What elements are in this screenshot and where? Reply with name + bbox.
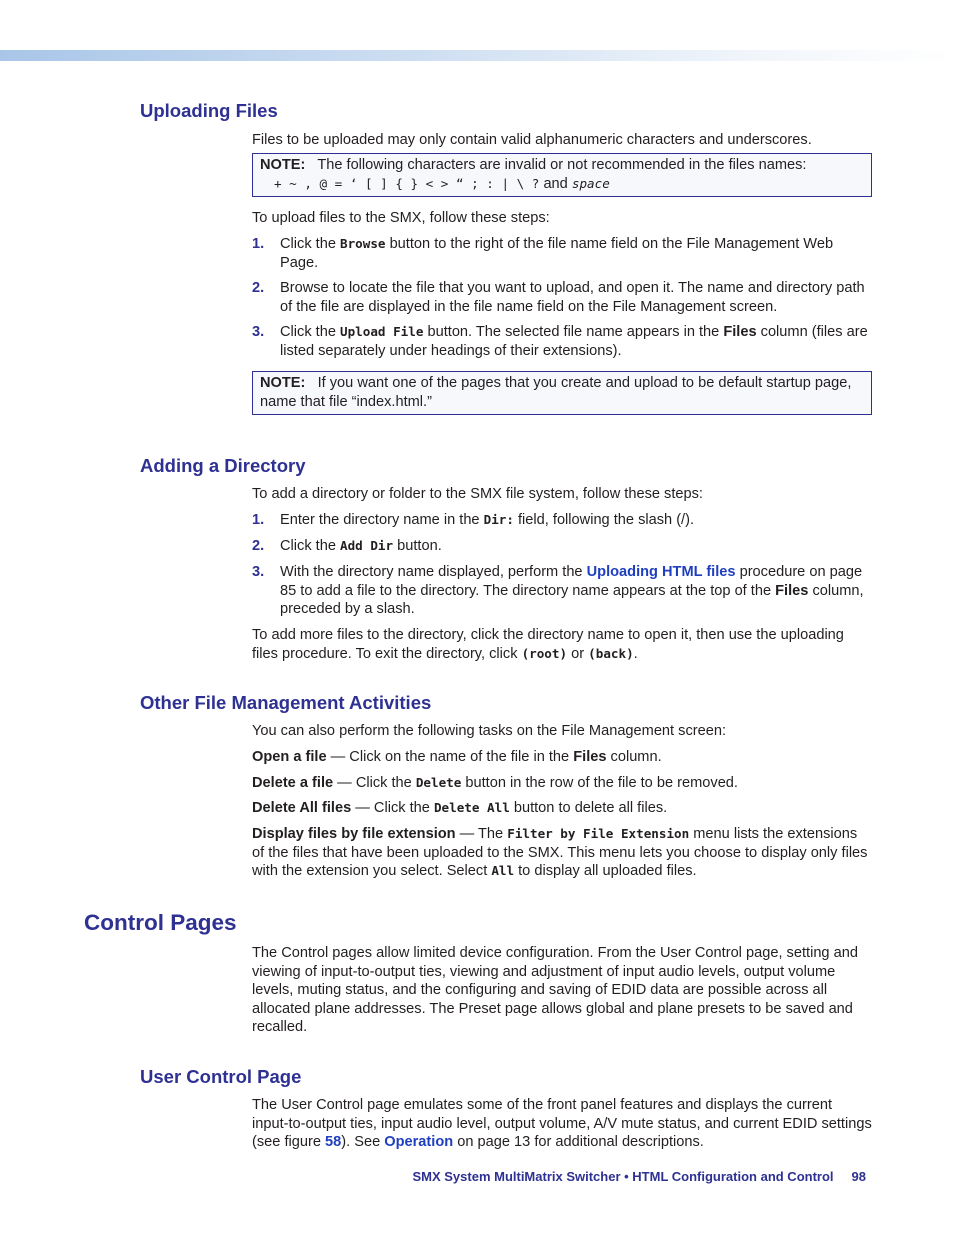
dir-code: Dir: xyxy=(483,512,514,527)
control-pages-text: The Control pages allow limited device configuration. From the User Control page, setting and viewing of input-to-output ties, viewing and adjustment of input audio levels, output volume levels, muting status, and the configuring and saving of EDID data are possible across all allocated plane addresses. The Preset page allows global and plane presets to be saved and recalled. xyxy=(252,945,858,1035)
header-gradient-bar xyxy=(0,50,954,61)
note-box-invalid-chars xyxy=(252,153,872,197)
section-heading-uploading-files: Uploading Files xyxy=(140,100,278,121)
all-code: All xyxy=(491,863,515,878)
delete-code: Delete xyxy=(415,775,462,790)
step-number: 1. xyxy=(252,512,265,528)
upload-file-code: Upload File xyxy=(340,324,424,339)
step-number: 1. xyxy=(252,236,265,252)
step-text: column (files are listed separately under headings of their extensions). xyxy=(280,324,868,359)
activity-text: to display all uploaded files. xyxy=(514,863,697,879)
note-chars-line xyxy=(274,175,864,194)
term-display-by-extension: Display files by file extension xyxy=(252,826,456,842)
files-bold: Files xyxy=(573,749,607,765)
figure-58-link[interactable]: 58 xyxy=(325,1134,342,1150)
outro-or: or xyxy=(567,645,589,662)
directory-step-1 xyxy=(252,511,872,530)
page-number: 98 xyxy=(851,1169,866,1184)
step-text: button. The selected file name appears in the xyxy=(423,324,724,340)
step-text: field, following the slash (/). xyxy=(513,512,695,528)
step-text: Click the xyxy=(280,324,341,340)
activity-text: — Click on the name of the file in the xyxy=(326,749,574,765)
uploading-intro: Files to be uploaded may only contain valid alphanumeric characters and underscores. xyxy=(252,132,812,148)
note-text: If you want one of the pages that you create and upload to be default startup page, name that file “index.html.” xyxy=(260,375,852,410)
upload-step-3 xyxy=(252,323,872,360)
page-footer xyxy=(252,1168,866,1187)
term-open-file: Open a file xyxy=(252,749,327,765)
step-text: With the directory name displayed, perform the xyxy=(280,564,587,580)
upload-steps-intro: To upload files to the SMX, follow these steps: xyxy=(252,210,550,226)
activity-text: menu lists the extensions of the files that have been uploaded to the SMX. This menu lets you choose to display only files with the extension you select. Select xyxy=(252,826,868,879)
activity-text: — Click the xyxy=(333,775,416,791)
uploading-html-files-link[interactable]: Uploading HTML files xyxy=(586,564,736,580)
operation-link[interactable]: Operation xyxy=(384,1134,454,1150)
activity-text: button to delete all files. xyxy=(509,800,668,816)
activity-text: column. xyxy=(606,749,662,765)
section-heading-other-activities: Other File Management Activities xyxy=(140,692,432,713)
activity-open-file xyxy=(252,748,872,767)
invalid-characters: + ~ , @ = ‘ [ ] { } < > “ ; : | \ ? xyxy=(274,175,540,191)
directory-intro: To add a directory or folder to the SMX file system, follow these steps: xyxy=(252,486,703,502)
upload-step-1 xyxy=(252,235,872,272)
user-control-text-part: ). See xyxy=(341,1134,385,1150)
note-space: space xyxy=(571,175,610,191)
note-and: and xyxy=(543,175,568,192)
activity-text: — Click the xyxy=(351,800,434,816)
step-text: button. xyxy=(393,538,442,554)
step-text: Click the xyxy=(280,236,341,252)
note-label: NOTE: xyxy=(260,375,306,391)
step-text: Click the xyxy=(280,538,341,554)
filter-code: Filter by File Extension xyxy=(507,826,690,841)
activity-text: — The xyxy=(455,826,508,842)
chapter-heading-control-pages: Control Pages xyxy=(84,910,237,935)
directory-step-3 xyxy=(252,563,872,619)
activity-delete-file xyxy=(252,774,872,793)
user-control-text xyxy=(252,1096,872,1152)
activities-intro: You can also perform the following tasks on the File Management screen: xyxy=(252,723,727,739)
step-number: 2. xyxy=(252,280,265,296)
step-number: 3. xyxy=(252,324,265,340)
step-text: Browse to locate the file that you want to upload, and open it. The name and directory path of the file are displayed in the file name field on the File Management screen. xyxy=(280,280,865,315)
step-text: Enter the directory name in the xyxy=(280,512,484,528)
step-number: 2. xyxy=(252,538,265,554)
files-bold: Files xyxy=(775,582,809,599)
delete-all-code: Delete All xyxy=(433,800,510,815)
upload-step-2 xyxy=(252,279,872,316)
activity-display-by-extension xyxy=(252,825,872,881)
step-text: button to the right of the file name field on the File Management Web Page. xyxy=(280,236,834,271)
section-heading-adding-directory: Adding a Directory xyxy=(140,455,306,476)
files-bold: Files xyxy=(723,324,757,340)
root-code: (root) xyxy=(521,645,568,661)
user-control-text-part: on page 13 for additional descriptions. xyxy=(453,1134,704,1150)
browse-code: Browse xyxy=(340,236,386,251)
term-delete-file: Delete a file xyxy=(252,775,334,791)
section-heading-user-control: User Control Page xyxy=(140,1066,302,1087)
add-dir-code: Add Dir xyxy=(340,538,394,553)
outro-text: To add more files to the directory, click the directory name to open it, then use the uploading files procedure. To exit the directory, click xyxy=(252,627,844,662)
step-text: column, preceded by a slash. xyxy=(280,582,864,617)
directory-step-2 xyxy=(252,537,872,556)
user-control-text-part: The User Control page emulates some of the front panel features and displays the current input-to-output ties, input audio level, output volume, A/V mute status, and current EDID settings (see figure xyxy=(252,1097,872,1150)
note-text: The following characters are invalid or not recommended in the files names: xyxy=(317,157,807,173)
footer-title: SMX System MultiMatrix Switcher • HTML Configuration and Control xyxy=(412,1169,834,1184)
outro-end: . xyxy=(633,645,638,662)
term-delete-all: Delete All files xyxy=(252,800,352,816)
note-label: NOTE: xyxy=(260,157,306,173)
note-box-index-html xyxy=(252,371,872,415)
step-number: 3. xyxy=(252,564,265,580)
activity-text: button in the row of the file to be removed. xyxy=(461,775,738,791)
back-code: (back) xyxy=(588,645,634,661)
directory-outro xyxy=(252,626,872,663)
activity-delete-all xyxy=(252,799,872,818)
step-text: procedure on page 85 to add a file to the directory. The directory name appears at the top of the xyxy=(280,564,863,599)
